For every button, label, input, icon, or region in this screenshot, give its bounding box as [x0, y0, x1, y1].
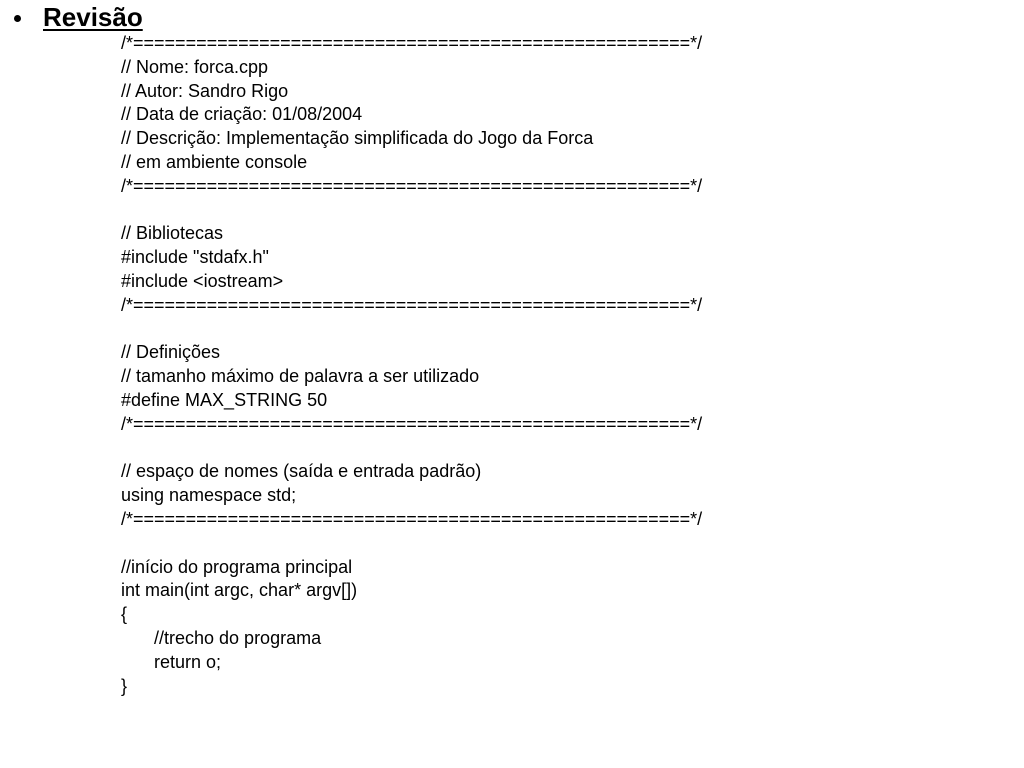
code-line: /*=====================================================*/	[121, 33, 703, 53]
code-line: #include <iostream>	[121, 270, 284, 291]
code-line: return o;	[154, 651, 222, 672]
slide-title: Revisão	[43, 2, 143, 32]
code-line: // espaço de nomes (saída e entrada padrão)	[121, 461, 482, 482]
code-line: /*=====================================================*/	[121, 413, 703, 434]
code-line: using namespace std;	[121, 485, 297, 506]
code-listing	[121, 32, 1001, 698]
blank-line	[121, 532, 1001, 556]
blank-line	[121, 437, 1001, 461]
code-line: // Bibliotecas	[121, 223, 224, 244]
blank-line	[121, 318, 1001, 342]
code-line: // tamanho máximo de palavra a ser utilizado	[121, 366, 480, 387]
code-line: }	[121, 675, 128, 696]
code-line: /*=====================================================*/	[121, 508, 703, 529]
code-line: {	[121, 604, 128, 625]
code-line: int main(int argc, char* argv[])	[121, 580, 358, 601]
code-line: #define MAX_STRING 50	[121, 389, 328, 410]
code-line: //início do programa principal	[121, 556, 353, 577]
code-line: #include "stdafx.h"	[121, 247, 269, 268]
code-line: // Nome: forca.cpp	[121, 56, 269, 77]
bullet-icon	[14, 15, 21, 22]
code-line: // em ambiente console	[121, 151, 308, 172]
code-line: //trecho do programa	[154, 627, 322, 648]
code-line: /*=====================================================*/	[121, 294, 703, 315]
code-line: /*=====================================================*/	[121, 175, 703, 196]
code-line: // Descrição: Implementação simplificada do Jogo da Forca	[121, 128, 594, 149]
blank-line	[121, 199, 1001, 223]
code-line: // Autor: Sandro Rigo	[121, 80, 289, 101]
code-line: // Definições	[121, 342, 221, 363]
code-line: // Data de criação: 01/08/2004	[121, 104, 363, 125]
title-bullet-row	[14, 0, 143, 34]
